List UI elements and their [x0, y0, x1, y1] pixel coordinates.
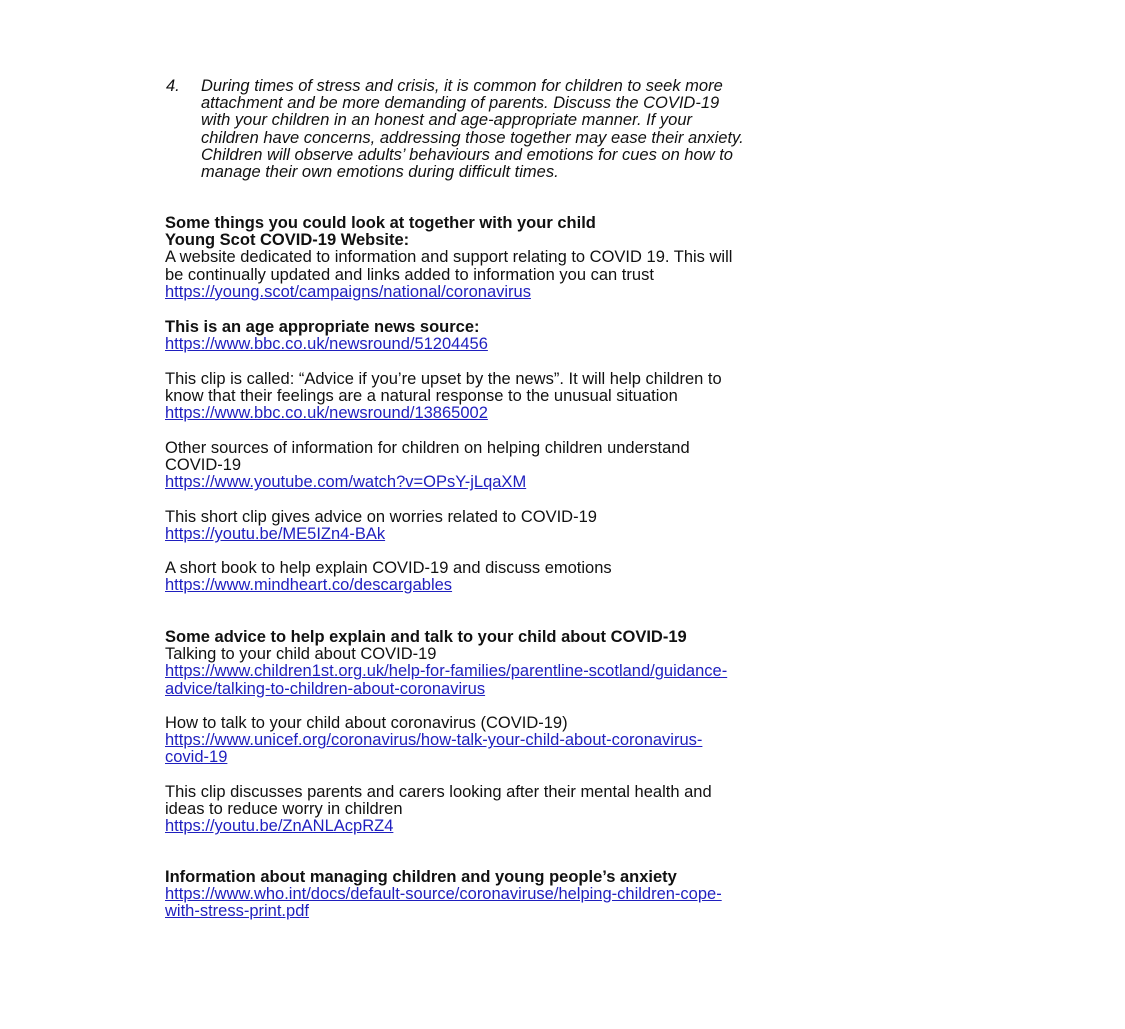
young-scot-link[interactable]: https://young.scot/campaigns/national/coronavirus: [165, 282, 531, 301]
young-scot-description: be continually updated and links added to information you can trust: [165, 265, 654, 284]
other-sources-description: COVID-19: [165, 456, 242, 475]
short-clip-link[interactable]: https://youtu.be/ME5IZn4-BAk: [165, 525, 386, 544]
advice-section: [165, 629, 985, 698]
young-scot-section: [165, 215, 985, 301]
unicef-description: How to talk to your child about coronavirus (COVID-19): [165, 714, 568, 732]
parents-clip-section: [165, 784, 985, 836]
clip-description: know that their feelings are a natural response to the unusual situation: [165, 387, 678, 406]
children1st-link-line: advice/talking-to-children-about-coronavirus: [165, 679, 486, 698]
young-scot-heading: Young Scot COVID-19 Website:: [165, 231, 410, 250]
item-4-line: During times of stress and crisis, it is common for children to seek more: [201, 77, 723, 95]
item-4-line: Children will observe adults’ behaviours and emotions for cues on how to: [201, 145, 733, 164]
numbered-item-4: [166, 78, 966, 181]
unicef-section: [165, 715, 985, 767]
item-4-line: children have concerns, addressing those together may ease their anxiety.: [201, 128, 744, 147]
anxiety-heading: Information about managing children and young people’s anxiety: [165, 868, 677, 886]
advice-heading: Some advice to help explain and talk to your child about COVID-19: [165, 628, 687, 646]
parents-clip-description: This clip discusses parents and carers looking after their mental health and: [165, 783, 712, 801]
parents-clip-description: ideas to reduce worry in children: [165, 800, 403, 819]
item-number: 4.: [166, 77, 180, 95]
children1st-link-line: https://www.children1st.org.uk/help-for-families/parentline-scotland/guidance-: [165, 662, 728, 681]
short-clip-description: This short clip gives advice on worries related to COVID-19: [165, 508, 597, 526]
who-link[interactable]: [165, 886, 985, 920]
unicef-link-line: https://www.unicef.org/coronavirus/how-talk-your-child-about-coronavirus-: [165, 731, 703, 750]
short-book-description: A short book to help explain COVID-19 and discuss emotions: [165, 559, 612, 577]
short-clip-section: [165, 509, 985, 543]
advice-description: Talking to your child about COVID-19: [165, 645, 437, 664]
young-scot-description: A website dedicated to information and support relating to COVID 19. This will: [165, 248, 733, 267]
who-link-line: with-stress-print.pdf: [165, 902, 309, 921]
item-4-line: manage their own emotions during difficult times.: [201, 163, 559, 182]
unicef-link-line: covid-19: [165, 748, 228, 767]
upset-news-clip-section: [165, 371, 985, 423]
section-heading: Some things you could look at together with your child: [165, 214, 596, 232]
item-4-text: [201, 78, 961, 181]
unicef-link[interactable]: [165, 732, 985, 766]
children1st-link[interactable]: [165, 663, 985, 697]
short-book-section: [165, 560, 985, 594]
who-link-line: https://www.who.int/docs/default-source/coronaviruse/helping-children-cope-: [165, 885, 722, 904]
mindheart-link[interactable]: https://www.mindheart.co/descargables: [165, 576, 453, 595]
newsround-link[interactable]: https://www.bbc.co.uk/newsround/51204456: [165, 335, 488, 354]
clip-description: This clip is called: “Advice if you’re upset by the news”. It will help children to: [165, 370, 722, 388]
item-4-line: with your children in an honest and age-appropriate manner. If your: [201, 111, 693, 130]
parents-clip-link[interactable]: https://youtu.be/ZnANLAcpRZ4: [165, 817, 394, 836]
news-source-heading: This is an age appropriate news source:: [165, 318, 480, 336]
anxiety-section: [165, 869, 985, 921]
other-sources-section: [165, 440, 985, 492]
newsround-clip-link[interactable]: https://www.bbc.co.uk/newsround/13865002: [165, 404, 488, 423]
item-4-line: attachment and be more demanding of parents. Discuss the COVID-19: [201, 94, 720, 113]
other-sources-description: Other sources of information for children on helping children understand: [165, 439, 690, 457]
news-source-section: [165, 319, 985, 353]
youtube-link[interactable]: https://www.youtube.com/watch?v=OPsY-jLqaXM: [165, 473, 527, 492]
